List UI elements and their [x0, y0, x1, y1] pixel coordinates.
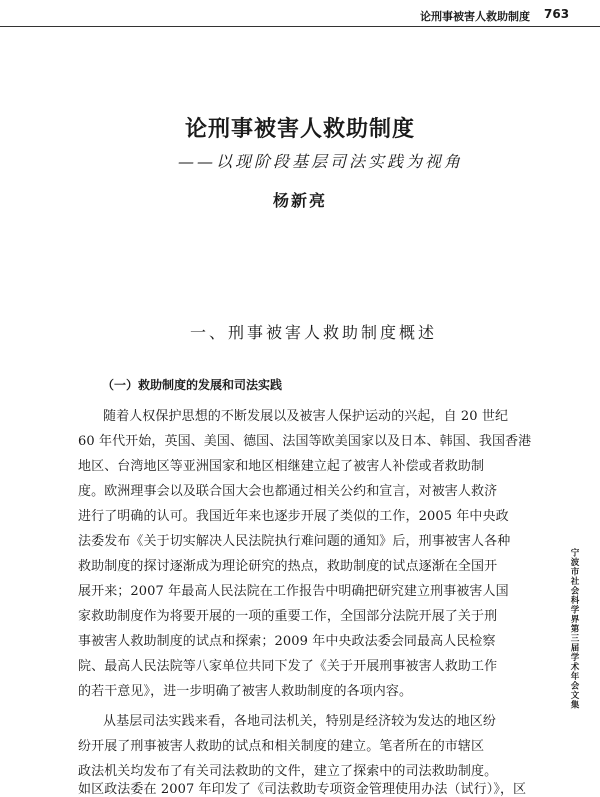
body-line: 事被害人救助制度的试点和探索；2009 年中央政法委会同最高人民检察 — [78, 634, 496, 649]
body-line: 随着人权保护思想的不断发展以及被害人保护运动的兴起，自 20 世纪 — [103, 409, 509, 424]
article-title: 论刑事被害人救助制度 — [184, 116, 415, 142]
page-number: 763 — [544, 7, 570, 21]
author-name: 杨新亮 — [272, 191, 327, 210]
running-head-title: 论刑事被害人救助制度 — [420, 10, 530, 23]
section-heading: 一、刑事被害人救助制度概述 — [190, 323, 438, 342]
body-line: 如区政法委在 2007 年印发了《司法救助专项资金管理使用办法（试行）》，区 — [78, 782, 527, 797]
body-line: 纷开展了刑事被害人救助的试点和相关制度的建立。笔者所在的市辖区 — [78, 739, 485, 754]
body-line: 从基层司法实践来看，各地司法机关，特别是经济较为发达的地区纷 — [103, 714, 497, 729]
body-line: 60 年代开始，英国、美国、德国、法国等欧美国家以及日本、韩国、我国香港 — [78, 434, 532, 449]
body-line: 家救助制度作为将要开展的一项的重要工作，全国部分法院开展了关于刑 — [78, 609, 498, 624]
body-line: 进行了明确的认可。我国近年来也逐步开展了类似的工作，2005 年中央政 — [78, 509, 509, 524]
body-line: 展开来；2007 年最高人民法院在工作报告中明确把研究建立刑事被害人国 — [78, 584, 509, 599]
body-line: 救助制度的探讨逐渐成为理论研究的热点，救助制度的试点逐渐在全国开 — [78, 559, 498, 574]
body-line: 的若干意见》，进一步明确了被害人救助制度的各项内容。 — [78, 684, 413, 699]
subsection-heading: （一）救助制度的发展和司法实践 — [102, 378, 283, 392]
body-line: 地区、台湾地区等亚洲国家和地区相继建立起了被害人补偿或者救助制 — [78, 459, 485, 474]
side-margin-note: 宁波市社会科学界第三届学术年会文集 — [569, 548, 579, 710]
body-line: 法委发布《关于切实解决人民法院执行难问题的通知》后，刑事被害人各种 — [78, 534, 511, 549]
body-line: 院、最高人民法院等八家单位共同下发了《关于开展刑事被害人救助工作 — [78, 659, 498, 674]
body-line: 政法机关均发布了有关司法救助的文件，建立了探索中的司法救助制度。 — [78, 764, 498, 779]
body-line: 度。欧洲理事会以及联合国大会也都通过相关公约和宣言，对被害人救济 — [78, 484, 498, 499]
running-head — [420, 8, 580, 24]
article-subtitle: ——以现阶段基层司法实践为视角 — [178, 152, 464, 171]
header-rule — [0, 26, 600, 27]
